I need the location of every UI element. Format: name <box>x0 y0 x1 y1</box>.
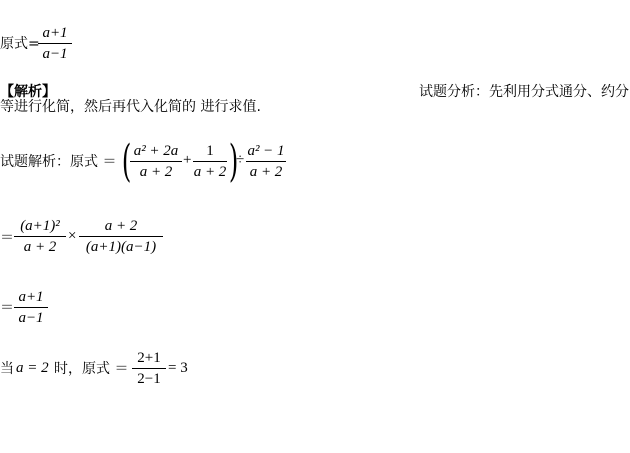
line1-numerator: a+1 <box>42 25 68 41</box>
step3-numerator: a+1 <box>18 289 44 305</box>
step1-fraction-2 <box>193 143 227 180</box>
step1-fraction-1 <box>130 143 182 180</box>
step2-fraction-1 <box>14 218 66 255</box>
step2-f1-denominator: a + 2 <box>23 239 57 255</box>
final-denominator: 2−1 <box>137 371 161 387</box>
step2-equals: ＝ <box>0 230 14 246</box>
line1-fraction <box>38 25 72 62</box>
step2-f2-denominator: (a+1)(a−1) <box>85 239 157 255</box>
step2-fraction-2 <box>79 218 163 255</box>
right-paren: ) <box>228 136 239 187</box>
step3-fraction <box>14 289 48 326</box>
step3-denominator: a−1 <box>18 310 44 326</box>
line1-denominator: a−1 <box>42 46 68 62</box>
final-condition: a = 2 <box>16 360 49 376</box>
step1-fraction-3 <box>246 143 286 180</box>
left-paren: ( <box>121 136 132 187</box>
solution-label: 试题解析：原式 ＝ <box>0 154 117 170</box>
final-prefix: 当 <box>0 361 14 377</box>
step3-equals: ＝ <box>0 300 14 316</box>
step1-f3-numerator: a² − 1 <box>247 143 285 159</box>
step2-times: × <box>68 228 77 244</box>
final-numerator: 2+1 <box>137 350 161 366</box>
final-result: = 3 <box>168 360 188 376</box>
step1-plus: + <box>183 152 192 168</box>
final-fraction <box>132 350 166 387</box>
analysis-text: 试题分析：先利用分式通分、约分 <box>419 84 629 100</box>
step2-f2-numerator: a + 2 <box>104 218 138 234</box>
step1-divide: ÷ <box>236 152 245 168</box>
line1-label: 原式= <box>0 36 40 52</box>
step2-f1-numerator: (a+1)² <box>20 218 60 234</box>
step1-f3-denominator: a + 2 <box>249 164 283 180</box>
analysis-continuation: 等进行化简，然后再代入化简的 进行求值. <box>0 99 261 115</box>
step1-f2-numerator: 1 <box>206 143 214 159</box>
final-middle-text: 时，原式 ＝ <box>54 361 129 377</box>
step1-f2-denominator: a + 2 <box>193 164 227 180</box>
section-title: 【解析】 <box>0 84 56 100</box>
step1-f1-numerator: a² + 2a <box>133 143 179 159</box>
step1-f1-denominator: a + 2 <box>139 164 173 180</box>
